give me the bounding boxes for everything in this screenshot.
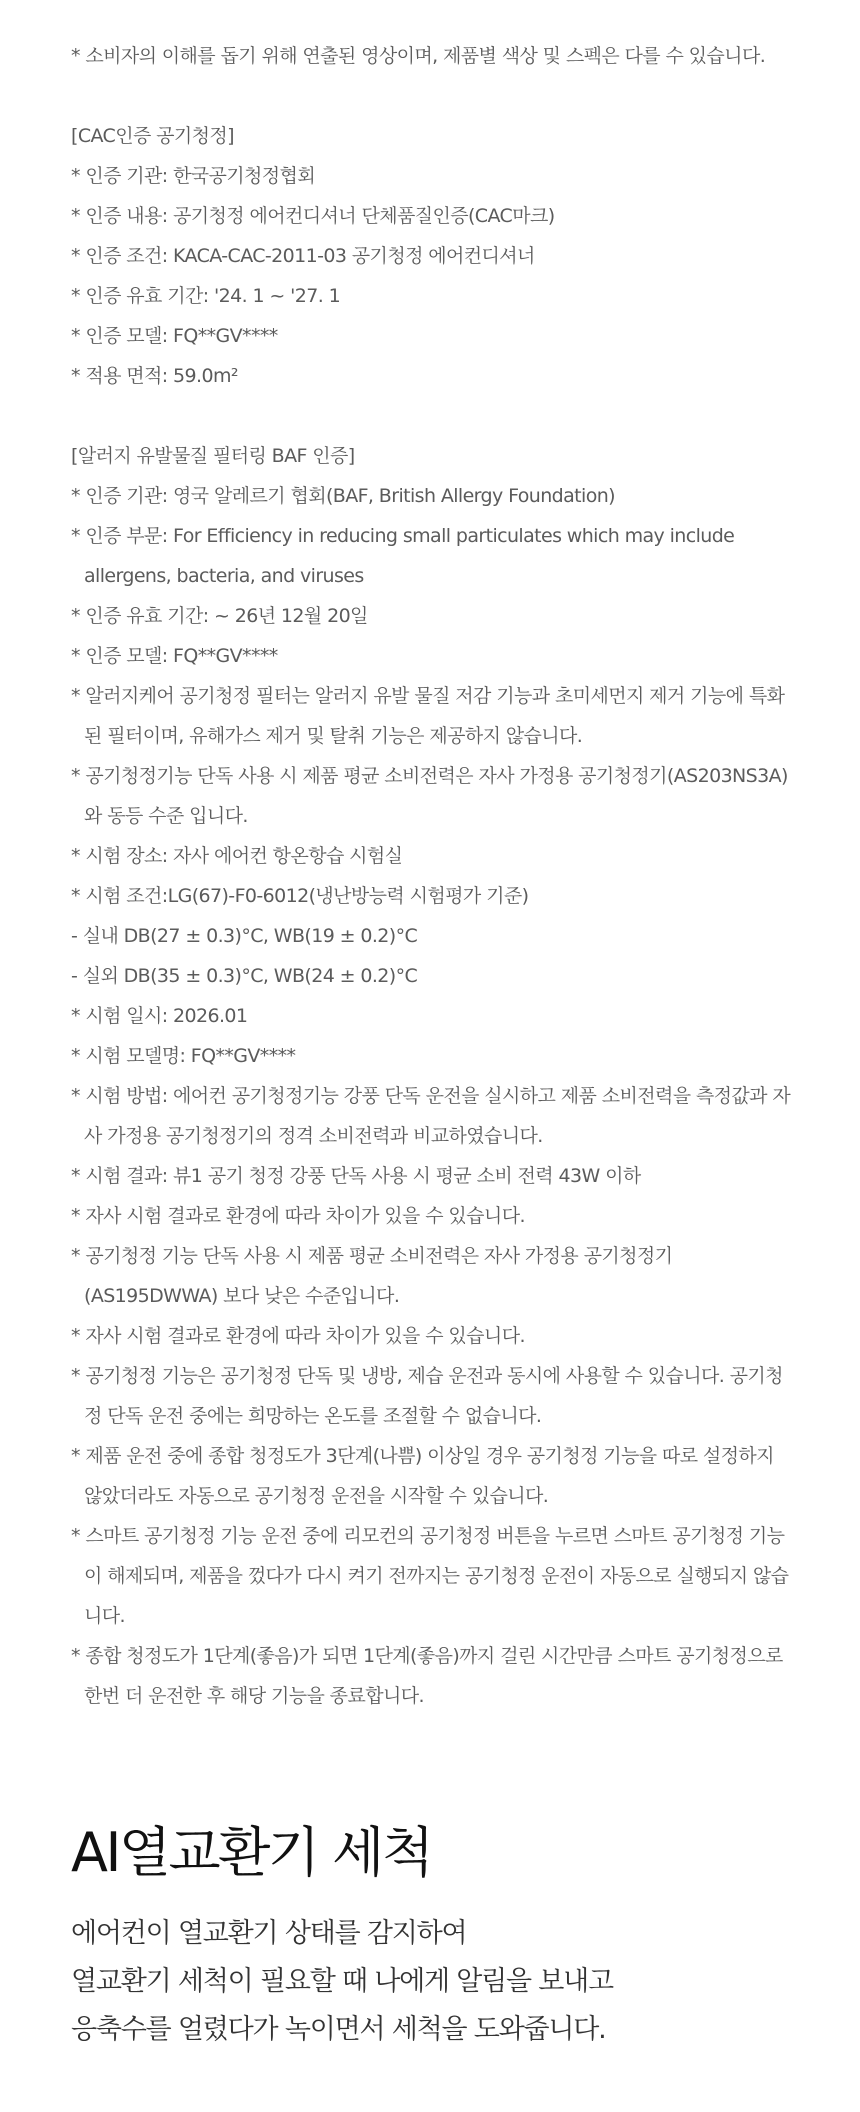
cac-line: * 적용 면적: 59.0m² xyxy=(71,365,238,387)
baf-line: * 공기청정 기능 단독 사용 시 제품 평균 소비전력은 자사 가정용 공기청정기(AS195DWWA) 보다 낮은 수준입니다. xyxy=(71,1245,673,1307)
cac-line: * 인증 기관: 한국공기청정협회 xyxy=(71,165,316,187)
baf-line: * 제품 운전 중에 종합 청정도가 3단계(나쁨) 이상일 경우 공기청정 기능을 따로 설정하지 않았더라도 자동으로 공기청정 운전을 시작할 수 있습니다. xyxy=(71,1445,774,1507)
baf-line: * 인증 모델: FQ**GV**** xyxy=(71,645,278,667)
cac-line: * 인증 유효 기간: '24. 1 ~ '27. 1 xyxy=(71,285,341,307)
intro-note: * 소비자의 이해를 돕기 위해 연출된 영상이며, 제품별 색상 및 스펙은 다를 수 있습니다. xyxy=(71,45,766,67)
baf-line: * 시험 장소: 자사 에어컨 항온항습 시험실 xyxy=(71,845,403,867)
baf-heading: [알러지 유발물질 필터링 BAF 인증] xyxy=(71,445,355,467)
baf-line: * 자사 시험 결과로 환경에 따라 차이가 있을 수 있습니다. xyxy=(71,1205,525,1227)
baf-line: * 공기청정 기능은 공기청정 단독 및 냉방, 제습 운전과 동시에 사용할 수 있습니다. 공기청정 단독 운전 중에는 희망하는 온도를 조절할 수 없습니다. xyxy=(71,1365,783,1427)
cac-line: * 인증 모델: FQ**GV**** xyxy=(71,325,278,347)
baf-line: - 실외 DB(35 ± 0.3)°C, WB(24 ± 0.2)°C xyxy=(71,965,418,987)
baf-line: * 알러지케어 공기청정 필터는 알러지 유발 물질 저감 기능과 초미세먼지 제거 기능에 특화된 필터이며, 유해가스 제거 및 탈취 기능은 제공하지 않습니다. xyxy=(71,685,785,747)
spacer xyxy=(71,76,791,116)
baf-line: * 공기청정기능 단독 사용 시 제품 평균 소비전력은 자사 가정용 공기청정기(AS203NS3A)와 동등 수준 입니다. xyxy=(71,765,788,827)
cac-line: * 인증 조건: KACA-CAC-2011-03 공기청정 에어컨디셔너 xyxy=(71,245,535,267)
spacer xyxy=(71,396,791,436)
section-description xyxy=(71,1910,831,2054)
baf-line: * 시험 일시: 2026.01 xyxy=(71,1005,248,1027)
baf-line: * 시험 모델명: FQ**GV**** xyxy=(71,1045,296,1067)
section-title: AI열교환기 세척 xyxy=(71,1821,432,1884)
section-desc-line: 응축수를 얼렸다가 녹이면서 세척을 도와줍니다. xyxy=(71,2014,606,2045)
cac-line: * 인증 내용: 공기청정 에어컨디셔너 단체품질인증(CAC마크) xyxy=(71,205,555,227)
baf-line: - 실내 DB(27 ± 0.3)°C, WB(19 ± 0.2)°C xyxy=(71,925,418,947)
baf-line: * 시험 결과: 뷰1 공기 청정 강풍 단독 사용 시 평균 소비 전력 43W 이하 xyxy=(71,1165,641,1187)
baf-line: * 자사 시험 결과로 환경에 따라 차이가 있을 수 있습니다. xyxy=(71,1325,525,1347)
section-desc-line: 에어컨이 열교환기 상태를 감지하여 xyxy=(71,1918,467,1949)
ai-heat-exchanger-section xyxy=(71,1818,831,2054)
baf-line: * 인증 유효 기간: ~ 26년 12월 20일 xyxy=(71,605,368,627)
baf-line: * 스마트 공기청정 기능 운전 중에 리모컨의 공기청정 버튼을 누르면 스마트 공기청정 기능이 해제되며, 제품을 껐다가 다시 켜기 전까지는 공기청정 운전이 자동으로 실행되지 않습니다. xyxy=(71,1525,789,1627)
disclaimer-notes xyxy=(71,36,791,1716)
baf-line: * 시험 방법: 에어컨 공기청정기능 강풍 단독 운전을 실시하고 제품 소비전력을 측정값과 자사 가정용 공기청정기의 정격 소비전력과 비교하였습니다. xyxy=(71,1085,791,1147)
baf-line: * 인증 부문: For Efficiency in reducing small particulates which may include allergens, bacteria, and viruses xyxy=(71,525,735,587)
baf-line: * 인증 기관: 영국 알레르기 협회(BAF, British Allergy Foundation) xyxy=(71,485,615,507)
section-desc-line: 열교환기 세척이 필요할 때 나에게 알림을 보내고 xyxy=(71,1966,613,1997)
baf-line: * 종합 청정도가 1단계(좋음)가 되면 1단계(좋음)까지 걸린 시간만큼 스마트 공기청정으로 한번 더 운전한 후 해당 기능을 종료합니다. xyxy=(71,1645,783,1707)
baf-line: * 시험 조건:LG(67)-F0-6012(냉난방능력 시험평가 기준) xyxy=(71,885,529,907)
cac-heading: [CAC인증 공기청정] xyxy=(71,125,234,147)
